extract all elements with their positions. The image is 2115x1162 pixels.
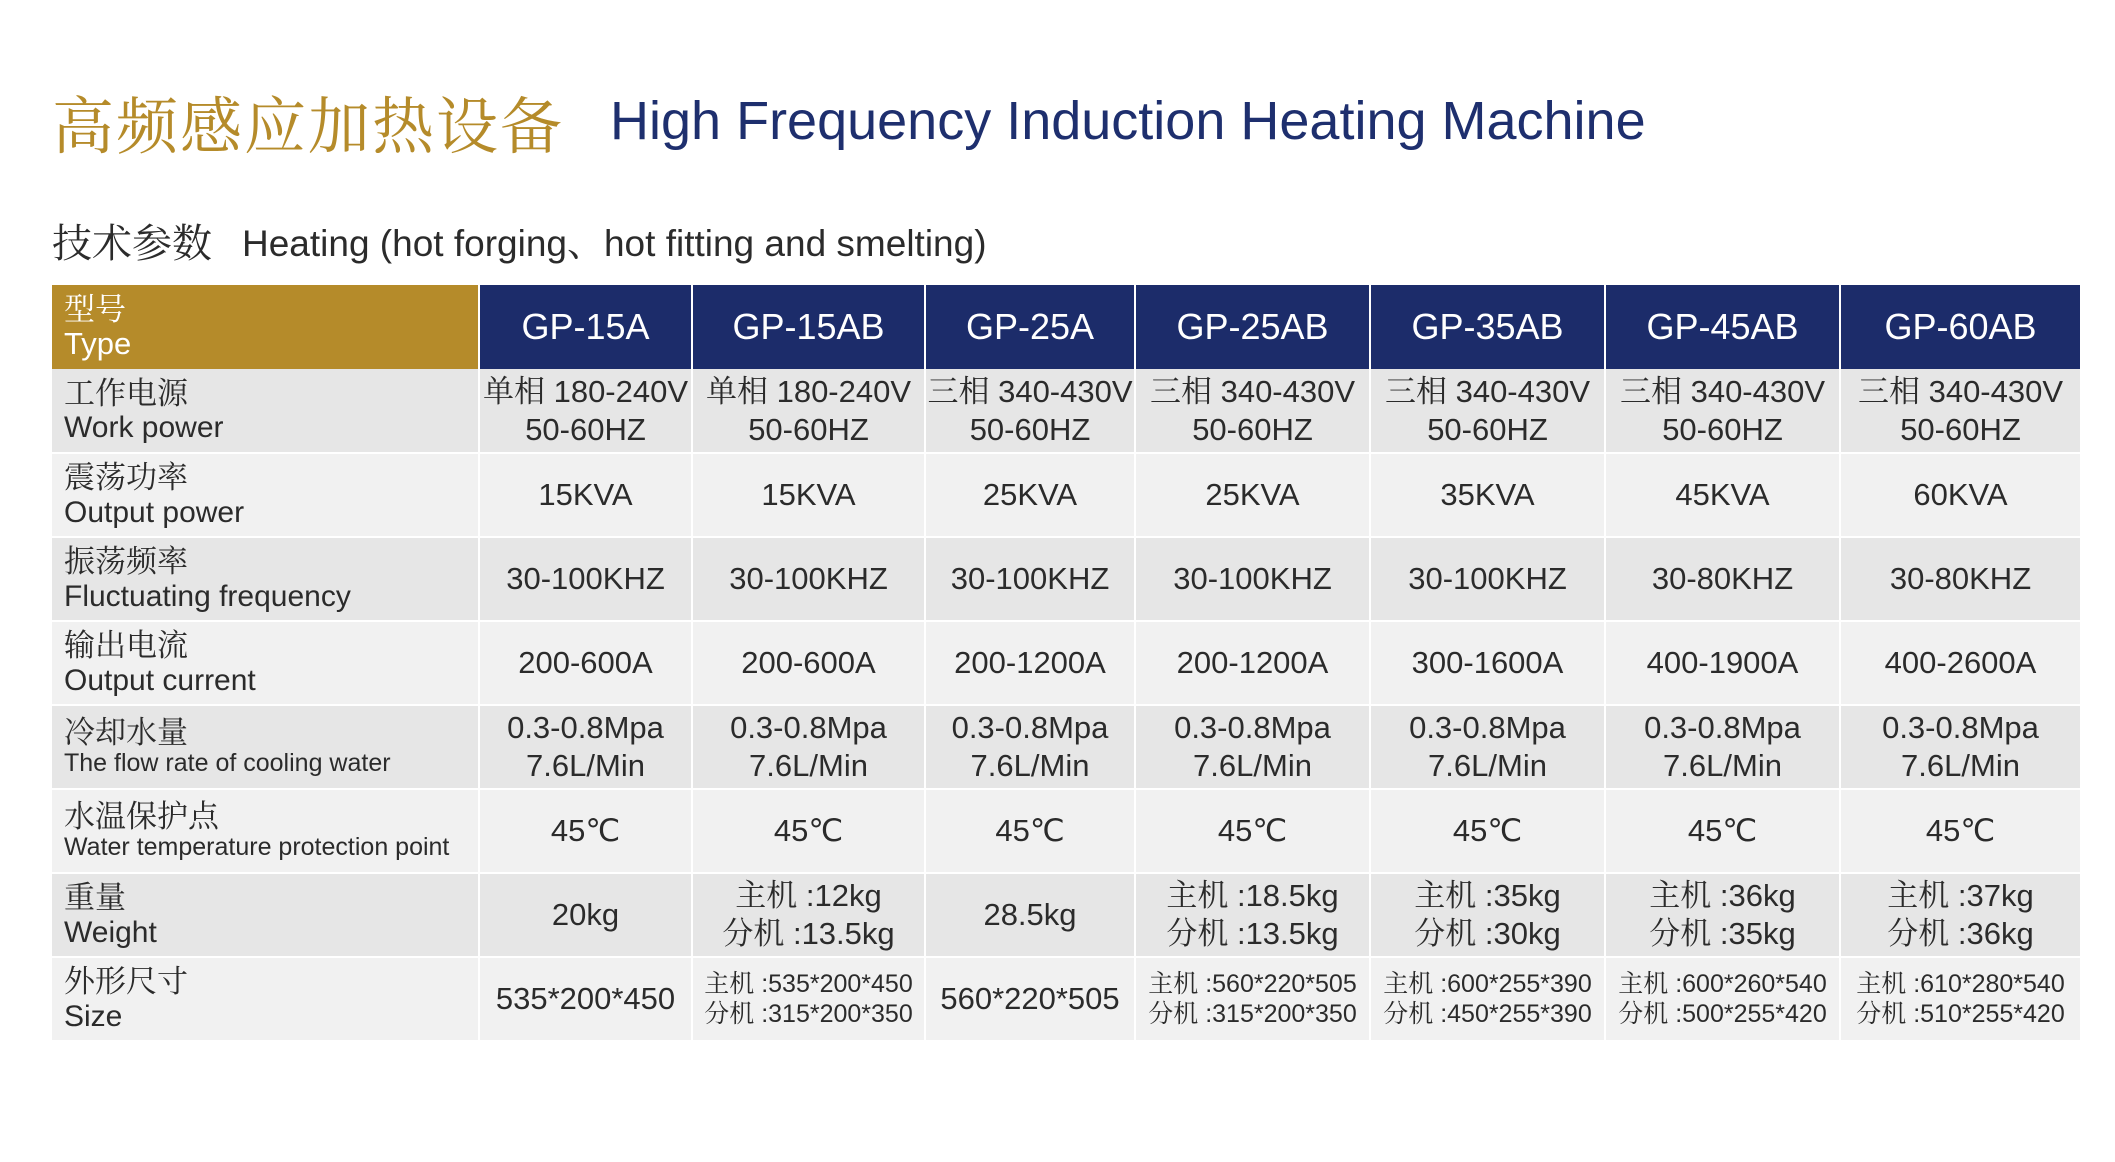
type-label-cn: 型号 bbox=[64, 291, 126, 328]
row-label-cn: 震荡功率 bbox=[64, 460, 188, 497]
table-cell bbox=[692, 705, 925, 789]
model-header: GP-60AB bbox=[1840, 285, 2080, 369]
cell-line: 7.6L/Min bbox=[1663, 748, 1782, 783]
model-header: GP-15A bbox=[479, 285, 692, 369]
cell-line: 0.3-0.8Mpa bbox=[507, 710, 664, 746]
table-cell bbox=[925, 621, 1135, 705]
table-cell bbox=[1135, 957, 1370, 1041]
table-cell bbox=[1840, 789, 2080, 873]
table-row bbox=[52, 873, 2080, 957]
table-cell bbox=[479, 873, 692, 957]
cell-line: 主机 :36kg bbox=[1649, 878, 1796, 914]
table-cell bbox=[1370, 873, 1605, 957]
cell-line: 50-60HZ bbox=[1662, 411, 1783, 447]
cell-line: 45℃ bbox=[1687, 813, 1758, 849]
row-label bbox=[52, 369, 479, 453]
cell-line: 200-1200A bbox=[1176, 645, 1329, 681]
cell-line: 15KVA bbox=[761, 477, 856, 513]
cell-line: 400-1900A bbox=[1646, 645, 1799, 681]
cell-line: 分机 :30kg bbox=[1414, 916, 1561, 951]
table-cell bbox=[479, 369, 692, 453]
cell-line: 45℃ bbox=[995, 813, 1065, 849]
cell-line: 0.3-0.8Mpa bbox=[1882, 710, 2039, 746]
row-label-cn: 外形尺寸 bbox=[64, 964, 188, 1001]
table-cell bbox=[1370, 537, 1605, 621]
table-row bbox=[52, 621, 2080, 705]
table-cell bbox=[1135, 369, 1370, 453]
table-cell bbox=[479, 789, 692, 873]
title-english: High Frequency Induction Heating Machine bbox=[610, 91, 1646, 151]
cell-line: 45℃ bbox=[773, 813, 844, 849]
cell-line: 45℃ bbox=[1925, 813, 1996, 849]
cell-line: 分机 :36kg bbox=[1887, 916, 2034, 951]
cell-line: 200-600A bbox=[518, 645, 653, 681]
table-cell bbox=[1135, 789, 1370, 873]
table-cell bbox=[692, 453, 925, 537]
cell-line: 分机 :500*255*420 bbox=[1618, 1000, 1827, 1028]
table-cell bbox=[1135, 873, 1370, 957]
row-label-cn: 振荡频率 bbox=[64, 544, 188, 581]
model-header: GP-45AB bbox=[1605, 285, 1840, 369]
table-cell bbox=[1605, 621, 1840, 705]
table-cell bbox=[925, 789, 1135, 873]
table-cell bbox=[925, 369, 1135, 453]
cell-line: 45KVA bbox=[1675, 477, 1770, 513]
cell-line: 200-600A bbox=[741, 645, 876, 681]
cell-line: 200-1200A bbox=[954, 645, 1106, 681]
spec-table bbox=[52, 285, 2080, 1042]
row-label bbox=[52, 873, 479, 957]
cell-line: 28.5kg bbox=[983, 897, 1077, 933]
row-label-en: Output power bbox=[64, 495, 245, 529]
cell-line: 0.3-0.8Mpa bbox=[1644, 710, 1801, 746]
spec-table-header bbox=[52, 285, 2080, 369]
table-cell bbox=[1840, 705, 2080, 789]
cell-line: 7.6L/Min bbox=[970, 748, 1090, 783]
cell-line: 400-2600A bbox=[1884, 645, 2037, 681]
cell-line: 主机 :610*280*540 bbox=[1856, 969, 2065, 998]
cell-line: 主机 :12kg bbox=[735, 878, 882, 914]
table-cell bbox=[1605, 957, 1840, 1041]
cell-line: 35KVA bbox=[1440, 477, 1535, 513]
table-cell bbox=[1840, 873, 2080, 957]
row-label bbox=[52, 537, 479, 621]
table-cell bbox=[1135, 705, 1370, 789]
table-cell bbox=[925, 873, 1135, 957]
cell-line: 7.6L/Min bbox=[1193, 748, 1312, 783]
table-cell bbox=[479, 621, 692, 705]
subtitle-chinese: 技术参数 bbox=[52, 220, 212, 267]
model-header: GP-25AB bbox=[1135, 285, 1370, 369]
row-label-cn: 水温保护点 bbox=[64, 799, 219, 836]
row-label-en: Weight bbox=[64, 915, 157, 949]
table-cell bbox=[1605, 369, 1840, 453]
table-cell bbox=[925, 453, 1135, 537]
cell-line: 50-60HZ bbox=[969, 411, 1091, 447]
row-label-en: Water temperature protection point bbox=[64, 833, 450, 862]
row-label-en: Size bbox=[64, 999, 123, 1033]
cell-line: 单相 180-240V bbox=[705, 373, 912, 409]
cell-line: 0.3-0.8Mpa bbox=[730, 710, 887, 746]
cell-line: 主机 :35kg bbox=[1414, 878, 1561, 914]
table-cell bbox=[692, 621, 925, 705]
row-label-en: The flow rate of cooling water bbox=[64, 749, 391, 778]
cell-line: 主机 :18.5kg bbox=[1166, 878, 1339, 914]
cell-line: 30-100KHZ bbox=[506, 561, 665, 597]
cell-line: 15KVA bbox=[538, 477, 633, 513]
table-row bbox=[52, 705, 2080, 789]
table-cell bbox=[925, 705, 1135, 789]
cell-line: 分机 :450*255*390 bbox=[1383, 1000, 1592, 1028]
cell-line: 分机 :315*200*350 bbox=[1148, 1000, 1357, 1028]
table-cell bbox=[479, 957, 692, 1041]
cell-line: 0.3-0.8Mpa bbox=[1174, 710, 1331, 746]
table-row bbox=[52, 537, 2080, 621]
table-cell bbox=[692, 789, 925, 873]
table-cell bbox=[1370, 621, 1605, 705]
cell-line: 50-60HZ bbox=[1192, 411, 1313, 447]
header-row bbox=[52, 285, 2080, 369]
cell-line: 25KVA bbox=[982, 477, 1078, 513]
table-cell bbox=[925, 957, 1135, 1041]
cell-line: 三相 340-430V bbox=[1619, 373, 1826, 409]
row-label bbox=[52, 705, 479, 789]
row-label-cn: 重量 bbox=[64, 880, 126, 917]
cell-line: 分机 :510*255*420 bbox=[1856, 1000, 2065, 1028]
table-row bbox=[52, 453, 2080, 537]
cell-line: 7.6L/Min bbox=[1901, 748, 2020, 783]
cell-line: 7.6L/Min bbox=[749, 748, 868, 783]
table-cell bbox=[1370, 453, 1605, 537]
table-row bbox=[52, 369, 2080, 453]
cell-line: 0.3-0.8Mpa bbox=[1409, 710, 1566, 746]
row-label bbox=[52, 453, 479, 537]
row-label bbox=[52, 621, 479, 705]
cell-line: 主机 :600*260*540 bbox=[1618, 969, 1827, 998]
cell-line: 30-100KHZ bbox=[729, 561, 888, 597]
row-label bbox=[52, 957, 479, 1041]
cell-line: 7.6L/Min bbox=[1428, 748, 1547, 783]
cell-line: 三相 340-430V bbox=[927, 373, 1133, 409]
table-cell bbox=[1370, 369, 1605, 453]
table-cell bbox=[692, 537, 925, 621]
cell-line: 50-60HZ bbox=[1427, 411, 1548, 447]
page-title bbox=[52, 78, 1646, 164]
cell-line: 45℃ bbox=[1217, 813, 1288, 849]
cell-line: 20kg bbox=[551, 897, 620, 933]
model-header: GP-35AB bbox=[1370, 285, 1605, 369]
cell-line: 50-60HZ bbox=[525, 411, 646, 447]
table-cell bbox=[1605, 873, 1840, 957]
table-cell bbox=[1135, 537, 1370, 621]
table-cell bbox=[692, 873, 925, 957]
cell-line: 分机 :13.5kg bbox=[1166, 916, 1339, 951]
row-label-cn: 冷却水量 bbox=[64, 715, 188, 752]
table-row bbox=[52, 789, 2080, 873]
table-cell bbox=[1605, 705, 1840, 789]
table-row bbox=[52, 957, 2080, 1041]
cell-line: 30-100KHZ bbox=[1173, 561, 1332, 597]
table-cell bbox=[479, 537, 692, 621]
model-header: GP-15AB bbox=[692, 285, 925, 369]
table-cell bbox=[1840, 621, 2080, 705]
cell-line: 535*200*450 bbox=[495, 981, 676, 1017]
cell-line: 主机 :560*220*505 bbox=[1148, 969, 1357, 998]
cell-line: 单相 180-240V bbox=[482, 373, 689, 409]
row-label-en: Fluctuating frequency bbox=[64, 579, 351, 613]
cell-line: 30-100KHZ bbox=[950, 561, 1110, 597]
table-cell bbox=[1840, 453, 2080, 537]
cell-line: 50-60HZ bbox=[748, 411, 869, 447]
cell-line: 560*220*505 bbox=[940, 981, 1120, 1017]
table-cell bbox=[692, 369, 925, 453]
row-label-en: Work power bbox=[64, 411, 224, 445]
type-header-cell bbox=[52, 285, 479, 369]
cell-line: 0.3-0.8Mpa bbox=[951, 710, 1109, 746]
row-label-en: Output current bbox=[64, 663, 256, 697]
model-header: GP-25A bbox=[925, 285, 1135, 369]
cell-line: 三相 340-430V bbox=[1149, 373, 1356, 409]
cell-line: 分机 :13.5kg bbox=[722, 916, 895, 951]
cell-line: 60KVA bbox=[1913, 477, 2008, 513]
cell-line: 主机 :37kg bbox=[1887, 878, 2034, 914]
cell-line: 45℃ bbox=[550, 813, 621, 849]
table-cell bbox=[692, 957, 925, 1041]
spec-table-body bbox=[52, 369, 2080, 1041]
table-cell bbox=[1370, 705, 1605, 789]
table-cell bbox=[479, 705, 692, 789]
cell-line: 三相 340-430V bbox=[1384, 373, 1591, 409]
cell-line: 分机 :35kg bbox=[1649, 916, 1796, 951]
table-cell bbox=[925, 537, 1135, 621]
cell-line: 分机 :315*200*350 bbox=[704, 1000, 913, 1028]
table-cell bbox=[1370, 789, 1605, 873]
cell-line: 30-80KHZ bbox=[1889, 561, 2032, 597]
subtitle-english: Heating (hot forging、hot fitting and smelting) bbox=[242, 223, 987, 264]
table-cell bbox=[1605, 537, 1840, 621]
table-cell bbox=[1605, 789, 1840, 873]
table-cell bbox=[1840, 369, 2080, 453]
section-subtitle bbox=[52, 212, 987, 268]
table-cell bbox=[1605, 453, 1840, 537]
table-cell bbox=[479, 453, 692, 537]
cell-line: 300-1600A bbox=[1411, 645, 1564, 681]
cell-line: 25KVA bbox=[1205, 477, 1300, 513]
row-label bbox=[52, 789, 479, 873]
table-cell bbox=[1135, 621, 1370, 705]
table-cell bbox=[1135, 453, 1370, 537]
row-label-cn: 工作电源 bbox=[64, 375, 188, 412]
row-label-cn: 输出电流 bbox=[64, 628, 188, 665]
table-cell bbox=[1840, 957, 2080, 1041]
title-chinese: 高频感应加热设备 bbox=[52, 89, 565, 163]
cell-line: 45℃ bbox=[1452, 813, 1523, 849]
table-cell bbox=[1370, 957, 1605, 1041]
cell-line: 30-80KHZ bbox=[1651, 561, 1794, 597]
cell-line: 主机 :600*255*390 bbox=[1383, 969, 1592, 998]
table-cell bbox=[1840, 537, 2080, 621]
cell-line: 主机 :535*200*450 bbox=[704, 969, 913, 998]
cell-line: 7.6L/Min bbox=[526, 748, 645, 783]
cell-line: 三相 340-430V bbox=[1857, 373, 2064, 409]
type-label-en: Type bbox=[64, 326, 132, 361]
cell-line: 50-60HZ bbox=[1900, 411, 2021, 447]
cell-line: 30-100KHZ bbox=[1408, 561, 1567, 597]
